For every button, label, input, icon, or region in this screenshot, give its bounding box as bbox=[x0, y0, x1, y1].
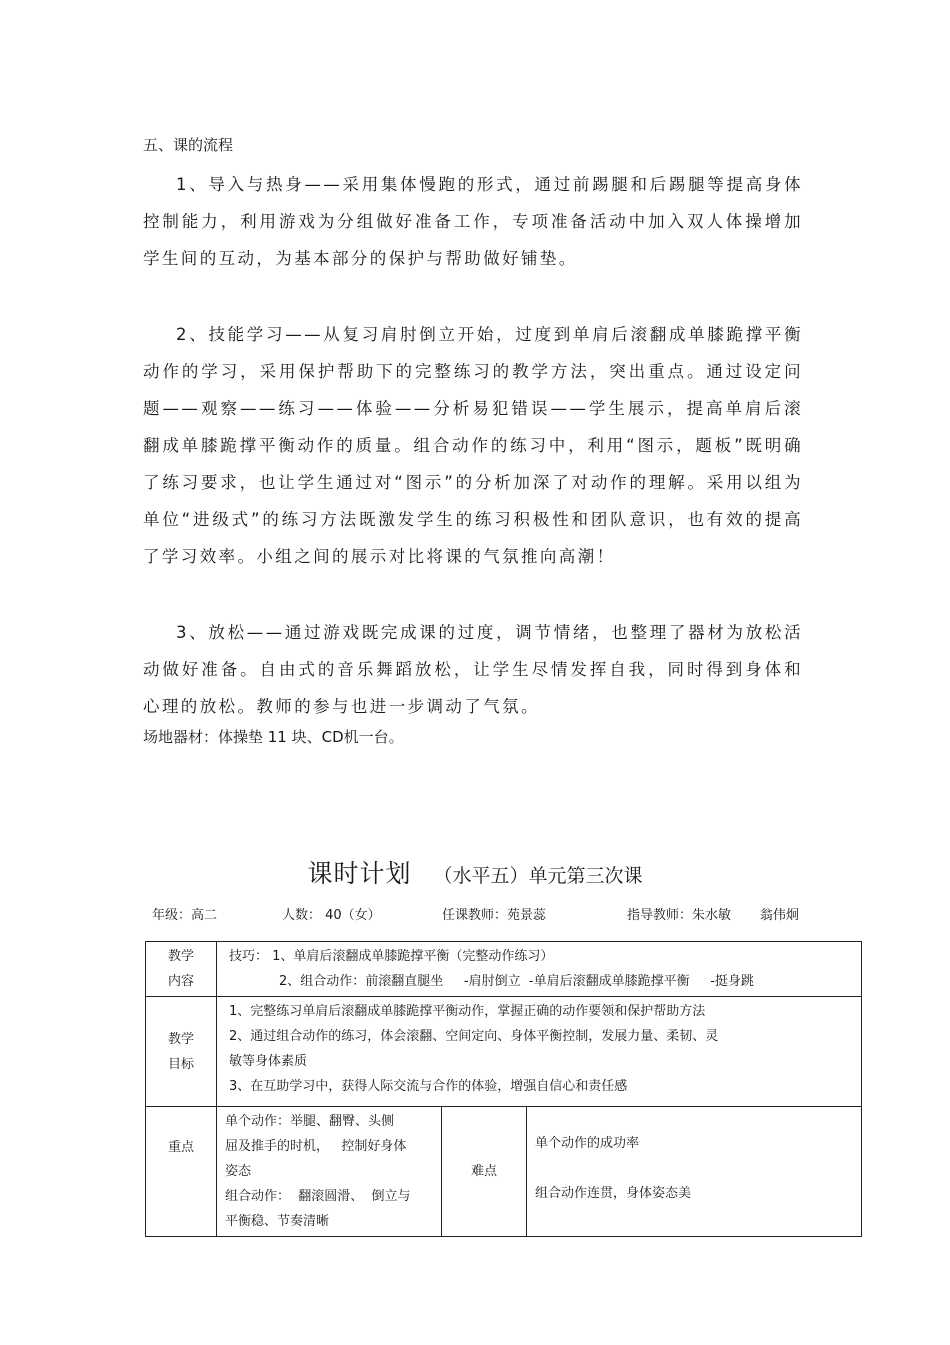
label-teaching-goals: 教学 目标 bbox=[146, 997, 217, 1107]
paragraph-relaxation: 3、放松——通过游戏既完成课的过度，调节情绪，也整理了器材为放松活动做好准备。自由式的音乐舞蹈放松，让学生尽情发挥自我，同时得到身体和心理的放松。教师的参与也进一步调动了气氛。 bbox=[143, 623, 803, 716]
content-line: 2、组合动作：前滚翻直腿坐 -肩肘倒立 -单肩后滚翻成单膝跪撑平衡 -挺身跳 bbox=[279, 974, 754, 989]
difficulty-cell bbox=[527, 1107, 862, 1237]
section-heading: 五、课的流程 bbox=[143, 136, 234, 154]
key-point-line: 单个动作：举腿、翻臀、头侧 bbox=[225, 1114, 395, 1129]
table-row-key-difficulty bbox=[146, 1107, 862, 1237]
label-key-points: 重点 bbox=[146, 1107, 217, 1237]
lesson-plan-title bbox=[0, 854, 950, 890]
lesson-plan-table bbox=[145, 941, 862, 1237]
goal-line: 1、完整练习单肩后滚翻成单膝跪撑平衡动作，掌握正确的动作要领和保护帮助方法 bbox=[229, 1004, 706, 1019]
goal-line: 3、在互助学习中，获得人际交流与合作的体验，增强自信心和责任感 bbox=[229, 1079, 628, 1094]
key-point-line: 平衡稳、节奏清晰 bbox=[225, 1214, 330, 1229]
teaching-goals-cell bbox=[217, 997, 862, 1107]
advisor-label: 指导教师：朱水敏 翁伟炯 bbox=[627, 908, 799, 923]
teaching-content-cell bbox=[217, 942, 862, 997]
key-point-line: 姿态 bbox=[225, 1164, 252, 1179]
table-row-content bbox=[146, 942, 862, 997]
paragraph-skill-learning: 2、技能学习——从复习肩肘倒立开始，过度到单肩后滚翻成单膝跪撑平衡动作的学习，采用保护帮助下的完整练习的教学方法，突出重点。通过设定问题——观察——练习——体验——分析易犯错误——学生展示，提高单肩后滚翻成单膝跪撑平衡动作的质量。组合动作的练习中，利用“图示，题板”既明确了练习要求，也让学生通过对“图示”的分析加深了对动作的理解。采用以组为单位“进级式”的练习方法既激发学生的练习积极性和团队意识，也有效的提高了学习效率。小组之间的展示对比将课的气氛推向高潮！ bbox=[143, 325, 803, 566]
plan-title-main: 课时计划 bbox=[307, 859, 412, 888]
key-point-line: 屈及推手的时机， 控制好身体 bbox=[225, 1139, 407, 1154]
grade-label: 年级：高二 bbox=[152, 908, 218, 923]
label-difficulty: 难点 bbox=[442, 1107, 527, 1237]
student-count: 人数： 40（女） bbox=[282, 908, 381, 923]
content-line: 技巧： 1、单肩后滚翻成单膝跪撑平衡（完整动作练习） bbox=[229, 949, 554, 964]
equipment-line: 场地器材：体操垫 11 块、CD机一台。 bbox=[143, 728, 404, 746]
table-row-goals bbox=[146, 997, 862, 1107]
label-teaching-content: 教学 内容 bbox=[146, 942, 217, 997]
goal-line: 2、通过组合动作的练习，体会滚翻、空间定向、身体平衡控制，发展力量、柔韧、灵 bbox=[229, 1029, 719, 1044]
key-points-cell bbox=[217, 1107, 442, 1237]
key-point-line: 组合动作： 翻滚圆滑、 倒立与 bbox=[225, 1189, 411, 1204]
difficulty-line: 单个动作的成功率 bbox=[535, 1136, 640, 1151]
plan-title-sub: （水平五）单元第三次课 bbox=[433, 865, 643, 887]
paragraph-warmup: 1、导入与热身——采用集体慢跑的形式，通过前踢腿和后踢腿等提高身体控制能力，利用游戏为分组做好准备工作，专项准备活动中加入双人体操增加学生间的互动，为基本部分的保护与帮助做好铺垫。 bbox=[143, 175, 803, 268]
difficulty-line: 组合动作连贯，身体姿态美 bbox=[535, 1186, 692, 1201]
teacher-label: 任课教师：苑景蕊 bbox=[442, 908, 547, 923]
goal-line: 敏等身体素质 bbox=[229, 1054, 308, 1069]
